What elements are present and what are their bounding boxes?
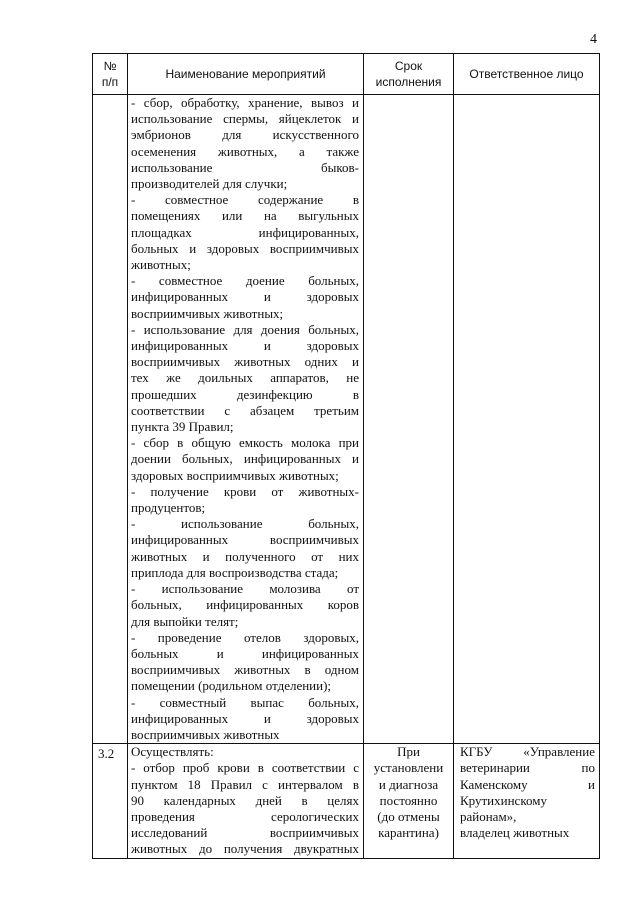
term-line: (до отмены [377,808,440,824]
term-line: установлени [373,760,444,776]
measure-text-line: восприимчивых животных; [131,305,284,321]
measure-text-line: инфицированных и здоровых [131,710,359,726]
header-num-line2: п/п [101,75,119,89]
measure-text-line: - использование больных, [131,516,359,532]
measure-text-line: доении больных, инфицированных и [131,451,359,467]
measure-text-line: использование спермы, яйцеклеток и [131,111,359,127]
measure-text-line: продуцентов; [131,500,206,516]
measure-text-line: восприимчивых животных [131,726,280,742]
measure-text-line: больных и здоровых восприимчивых [131,240,359,256]
measure-text-line: больных и инфицированных [131,645,359,661]
measure-text-line: - использование молозива от [131,581,359,597]
header-term-line2: исполнения [375,75,442,89]
term-line: постоянно [379,792,438,808]
header-term [364,54,454,95]
measure-text-line: проведения серологических [131,808,359,824]
measure-text-line: Осуществлять: [131,744,214,760]
header-name: Наименование мероприятий [128,54,364,95]
measure-text-line: использование быков- [131,159,359,175]
measure-text-line: животных до получения двукратных [131,841,359,857]
responsible-line: районам», [460,808,517,824]
measure-text-line: приплода для воспроизводства стада; [131,564,339,580]
measure-text-line: тех же доильных аппаратов, не [131,370,359,386]
measure-text-line: здоровых восприимчивых животных; [131,467,339,483]
row1-num [93,95,128,744]
measure-text-line: - совместное доение больных, [131,273,359,289]
measure-text-line: - получение крови от животных- [131,483,359,499]
measure-text-line: осеменения животных, а также [131,143,359,159]
measure-text-line: 90 календарных дней в целях [131,792,359,808]
measure-text-line: животных; [131,257,191,273]
measure-text-line: пунктом 18 Правил с интервалом в [131,776,359,792]
row2-text [128,744,364,858]
row1-responsible [454,95,600,744]
measure-text-line: восприимчивых животных одних и [131,354,359,370]
measure-text-line: - сбор в общую емкость молока при [131,435,359,451]
measure-text-line: животных и полученного от них [131,548,359,564]
table-row [93,95,600,744]
measure-text-line: соответствии с абзацем третьим [131,402,359,418]
responsible-line: Крутихинскому [460,792,547,808]
measure-text-line: пункта 39 Правил; [131,419,234,435]
measure-text-line: - совместное содержание в [131,192,359,208]
measure-text-line: прошедших дезинфекцию в [131,386,359,402]
measure-text-line: восприимчивых животных в одном [131,662,359,678]
term-line: При [397,744,420,760]
measure-text-line: инфицированных восприимчивых [131,532,359,548]
responsible-line: Каменскому и [460,776,595,792]
measure-text-line: - отбор проб крови в соответствии с [131,760,359,776]
measures-table [92,53,600,859]
row2-term [364,744,454,858]
measure-text-line: - совместный выпас больных, [131,694,359,710]
measure-text-line: исследований восприимчивых [131,825,359,841]
row1-text [128,95,364,744]
measure-text-line: для выпойки телят; [131,613,239,629]
measure-text-line: больных, инфицированных коров [131,597,359,613]
measure-text-line: помещениях или на выгульных [131,208,359,224]
measure-text-line: эмбрионов для искусственного [131,127,359,143]
measure-text-line: производителей для случки; [131,176,288,192]
header-num [93,54,128,95]
header-term-line1: Срок [394,59,423,73]
row2-responsible [454,744,600,858]
measure-text-line: инфицированных и здоровых [131,289,359,305]
header-responsible: Ответственное лицо [454,54,600,95]
row1-term [364,95,454,744]
term-line: и диагноза [378,776,439,792]
term-line: карантина) [378,825,439,841]
row2-num: 3.2 [93,744,128,858]
measure-text-line: - использование для доения больных, [131,321,359,337]
measure-text-line: площадках инфицированных, [131,224,359,240]
measure-text-line: - сбор, обработку, хранение, вывоз и [131,95,359,110]
measure-text-line: инфицированных и здоровых [131,338,359,354]
measure-text-line: помещении (родильном отделении); [131,678,332,694]
page-number: 4 [590,32,597,47]
table-row [93,744,600,858]
responsible-line: КГБУ «Управление [460,744,595,760]
table-header-row [93,54,600,95]
header-num-line1: № [103,59,117,73]
measure-text-line: - проведение отелов здоровых, [131,629,359,645]
responsible-line: ветеринарии по [460,760,595,776]
responsible-line: владелец животных [460,825,570,841]
